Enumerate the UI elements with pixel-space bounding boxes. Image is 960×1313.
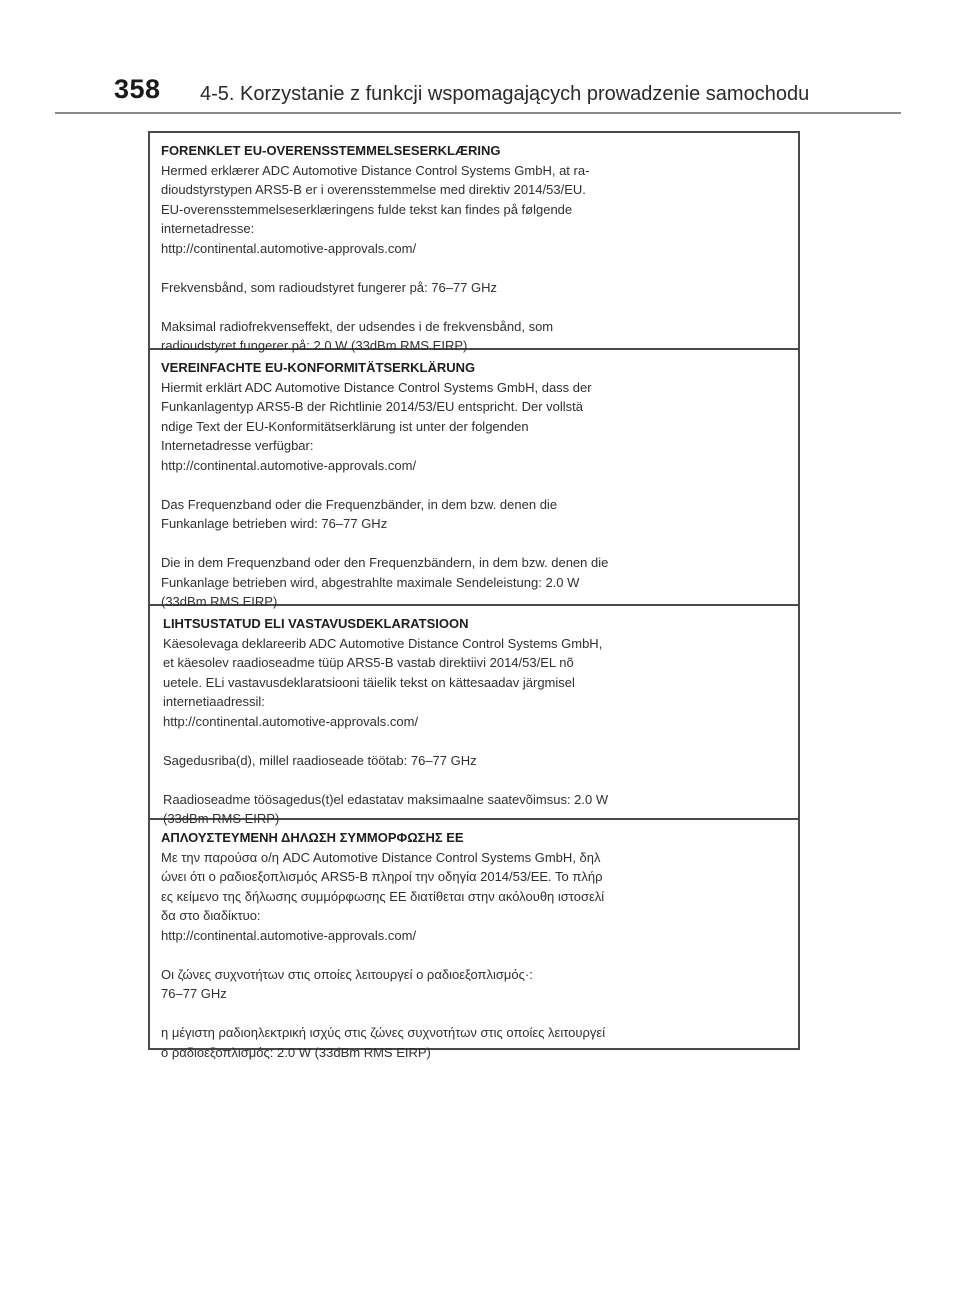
declaration-title: VEREINFACHTE EU-KONFORMITÄTSERKLÄRUNG <box>161 360 476 375</box>
declaration-estonian <box>150 606 798 826</box>
declaration-line: ο ραδιοεξοπλισμός: 2.0 W (33dBm RMS EIRP) <box>161 1044 431 1060</box>
declaration-title: FORENKLET EU-OVERENSSTEMMELSESERKLÆRING <box>161 143 501 158</box>
declaration-line: internetiaadressil: <box>163 694 265 709</box>
paragraph-gap <box>161 297 788 317</box>
declaration-url: http://continental.automotive-approvals.com/ <box>161 457 417 473</box>
paragraph-gap <box>161 258 788 278</box>
declarations-table <box>148 131 800 1060</box>
page-header <box>0 0 960 118</box>
declaration-line: Με την παρούσα ο/η ADC Automotive Distance Control Systems GmbH, δηλ <box>161 849 601 865</box>
declaration-url: http://continental.automotive-approvals.com/ <box>161 240 417 256</box>
declaration-line: (33dBm RMS EIRP) <box>163 811 280 826</box>
declaration-line: Hermed erklærer ADC Automotive Distance Control Systems GmbH, at ra- <box>161 162 590 178</box>
declaration-url: http://continental.automotive-approvals.com/ <box>163 713 419 729</box>
declaration-title: LIHTSUSTATUD ELI VASTAVUSDEKLARATSIOON <box>163 616 469 631</box>
declaration-line: internetadresse: <box>161 221 255 236</box>
declaration-url: http://continental.automotive-approvals.com/ <box>161 927 417 943</box>
declaration-line: δα στο διαδίκτυο: <box>161 908 261 923</box>
declaration-line: η μέγιστη ραδιοηλεκτρική ισχύς στις ζώνες συχνοτήτων στις οποίες λειτουργεί <box>161 1025 606 1040</box>
paragraph-gap <box>161 534 788 554</box>
declaration-line: Hiermit erklärt ADC Automotive Distance Control Systems GmbH, dass der <box>161 379 592 395</box>
paragraph-gap <box>161 945 788 965</box>
paragraph-gap <box>161 475 788 495</box>
declaration-line: Οι ζώνες συχνοτήτων στις οποίες λειτουργεί ο ραδιοεξοπλισμός·: <box>161 966 533 982</box>
declaration-line: Funkanlagentyp ARS5-B der Richtlinie 2014/53/EU entspricht. Der vollstä <box>161 399 583 414</box>
declaration-line: dioudstyrstypen ARS5-B er i overensstemmelse med direktiv 2014/53/EU. <box>161 182 586 197</box>
declaration-line: radioudstyret fungerer på: 2.0 W (33dBm RMS EIRP) <box>161 338 468 353</box>
page-number: 358 <box>114 74 161 104</box>
declaration-german <box>150 350 798 609</box>
header-divider <box>55 112 901 114</box>
declaration-line: Funkanlage betrieben wird: 76–77 GHz <box>161 516 388 531</box>
declaration-line: EU-overensstemmelseserklæringens fulde tekst kan findes på følgende <box>161 201 573 217</box>
declaration-line: Frekvensbånd, som radioudstyret fungerer på: 76–77 GHz <box>161 279 498 295</box>
declaration-line: Maksimal radiofrekvenseffekt, der udsendes i de frekvensbånd, som <box>161 318 554 334</box>
declaration-line: uetele. ELi vastavusdeklaratsiooni täielik tekst on kättesaadav järgmisel <box>163 674 575 690</box>
declaration-line: (33dBm RMS EIRP) <box>161 594 278 609</box>
declaration-line: ώνει ότι ο ραδιοεξοπλισμός ARS5-B πληροί την οδηγία 2014/53/ΕΕ. Το πλήρ <box>161 869 603 884</box>
declaration-title: ΑΠΛΟΥΣΤΕΥΜΕΝΗ ΔΗΛΩΣΗ ΣΥΜΜΟΡΦΩΣΗΣ ΕΕ <box>161 830 464 845</box>
declaration-line: Sagedusriba(d), millel raadioseade töötab: 76–77 GHz <box>163 752 477 768</box>
declaration-line: ες κείμενο της δήλωσης συμμόρφωσης ΕΕ διατίθεται στην ακόλουθη ιστοσελί <box>161 888 605 904</box>
declaration-greek <box>150 820 798 1060</box>
declaration-danish <box>150 133 798 353</box>
declaration-line: Internetadresse verfügbar: <box>161 438 314 453</box>
declaration-line: ndige Text der EU-Konformitätserklärung ist unter der folgenden <box>161 418 529 434</box>
chapter-title: 4-5. Korzystanie z funkcji wspomagających prowadzenie samochodu <box>200 83 810 105</box>
declaration-line: Raadioseadme töösagedus(t)el edastatav maksimaalne saatevõimsus: 2.0 W <box>163 791 609 807</box>
declaration-line: Funkanlage betrieben wird, abgestrahlte maximale Sendeleistung: 2.0 W <box>161 574 580 590</box>
declaration-line: Das Frequenzband oder die Frequenzbänder, in dem bzw. denen die <box>161 496 558 512</box>
declaration-line: Käesolevaga deklareerib ADC Automotive Distance Control Systems GmbH, <box>163 635 603 651</box>
declaration-line: Die in dem Frequenzband oder den Frequenzbändern, in dem bzw. denen die <box>161 555 609 570</box>
paragraph-gap <box>163 770 788 790</box>
declaration-line: 76–77 GHz <box>161 986 227 1001</box>
paragraph-gap <box>163 731 788 751</box>
paragraph-gap <box>161 1004 788 1024</box>
declaration-line: et käesolev raadioseadme tüüp ARS5-B vastab direktiivi 2014/53/EL nõ <box>163 655 574 670</box>
